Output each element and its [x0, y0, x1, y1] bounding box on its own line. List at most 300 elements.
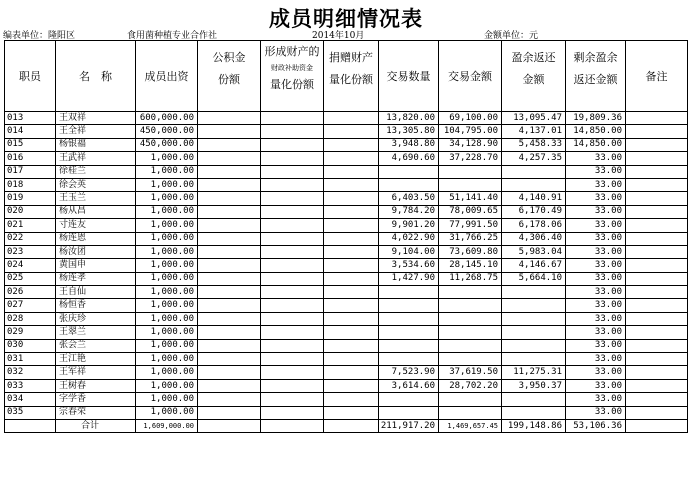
cell-trade-amount	[439, 165, 502, 178]
cell-remaining-surplus: 33.00	[566, 165, 626, 178]
cell-trade-amount: 34,128.90	[439, 138, 502, 151]
cell-member-id: 026	[5, 286, 56, 299]
total-empty-cell	[261, 419, 324, 432]
total-trade-amount: 1,469,657.45	[439, 419, 502, 432]
cell-name: 杨汝团	[56, 245, 136, 258]
cell-notes	[626, 178, 688, 191]
table-row	[5, 165, 688, 178]
table-row	[5, 379, 688, 392]
cell-remaining-surplus: 33.00	[566, 406, 626, 419]
cell-donated-property	[324, 299, 379, 312]
cell-surplus-return: 4,137.01	[502, 125, 566, 138]
cell-donated-property	[324, 339, 379, 352]
cell-remaining-surplus: 33.00	[566, 379, 626, 392]
cell-surplus-return: 5,664.10	[502, 272, 566, 285]
col-fiscal-subsidy	[261, 41, 324, 112]
table-row	[5, 312, 688, 325]
cell-donated-property	[324, 192, 379, 205]
table-row	[5, 339, 688, 352]
header-line: 返还金额	[573, 73, 618, 86]
cell-trade-quantity	[379, 178, 439, 191]
cell-trade-amount	[439, 178, 502, 191]
cell-accumulation-fund	[198, 178, 261, 191]
table-row	[5, 259, 688, 272]
cell-fiscal-subsidy	[261, 232, 324, 245]
cell-notes	[626, 286, 688, 299]
cell-trade-quantity: 3,534.60	[379, 259, 439, 272]
cell-contribution: 1,000.00	[136, 366, 198, 379]
col-surplus-return	[502, 41, 566, 112]
cell-trade-quantity: 13,820.00	[379, 112, 439, 125]
cell-remaining-surplus: 33.00	[566, 219, 626, 232]
reporting-unit: 编表单位：隆阳区	[3, 31, 76, 41]
cell-contribution: 450,000.00	[136, 138, 198, 151]
cell-donated-property	[324, 353, 379, 366]
organization-name: 食用菌种植专业合作社	[127, 31, 218, 41]
cell-accumulation-fund	[198, 125, 261, 138]
cell-trade-amount	[439, 406, 502, 419]
header-line: 份额	[218, 73, 240, 86]
cell-trade-amount	[439, 393, 502, 406]
cell-surplus-return: 11,275.31	[502, 366, 566, 379]
cell-donated-property	[324, 406, 379, 419]
cell-accumulation-fund	[198, 219, 261, 232]
cell-remaining-surplus: 33.00	[566, 245, 626, 258]
cell-remaining-surplus: 33.00	[566, 205, 626, 218]
table-row	[5, 192, 688, 205]
cell-fiscal-subsidy	[261, 393, 324, 406]
cell-name: 徐会英	[56, 178, 136, 191]
cell-contribution: 1,000.00	[136, 192, 198, 205]
cell-surplus-return: 4,306.40	[502, 232, 566, 245]
col-donated-property	[324, 41, 379, 112]
cell-trade-amount	[439, 286, 502, 299]
table-row	[5, 112, 688, 125]
cell-donated-property	[324, 379, 379, 392]
header-line: 财政补助资金	[271, 64, 313, 72]
cell-accumulation-fund	[198, 138, 261, 151]
cell-fiscal-subsidy	[261, 339, 324, 352]
cell-fiscal-subsidy	[261, 286, 324, 299]
table-row	[5, 366, 688, 379]
cell-trade-quantity	[379, 393, 439, 406]
cell-trade-amount: 73,609.80	[439, 245, 502, 258]
cell-fiscal-subsidy	[261, 366, 324, 379]
cell-member-id: 031	[5, 353, 56, 366]
cell-member-id: 021	[5, 219, 56, 232]
member-detail-table	[4, 40, 688, 433]
cell-donated-property	[324, 112, 379, 125]
cell-notes	[626, 406, 688, 419]
cell-accumulation-fund	[198, 299, 261, 312]
cell-donated-property	[324, 178, 379, 191]
cell-surplus-return	[502, 339, 566, 352]
col-contribution: 成员出资	[136, 41, 198, 112]
cell-trade-quantity: 7,523.90	[379, 366, 439, 379]
table-row	[5, 138, 688, 151]
cell-trade-quantity: 3,948.80	[379, 138, 439, 151]
col-remaining-surplus	[566, 41, 626, 112]
cell-surplus-return	[502, 299, 566, 312]
cell-donated-property	[324, 138, 379, 151]
table-row	[5, 286, 688, 299]
cell-member-id: 025	[5, 272, 56, 285]
cell-surplus-return	[502, 165, 566, 178]
cell-surplus-return: 6,178.06	[502, 219, 566, 232]
cell-donated-property	[324, 232, 379, 245]
cell-name: 王自仙	[56, 286, 136, 299]
cell-accumulation-fund	[198, 272, 261, 285]
cell-member-id: 017	[5, 165, 56, 178]
col-trade-quantity: 交易数量	[379, 41, 439, 112]
cell-surplus-return	[502, 353, 566, 366]
total-empty-cell	[324, 419, 379, 432]
cell-notes	[626, 259, 688, 272]
table-row	[5, 406, 688, 419]
cell-name: 寸连友	[56, 219, 136, 232]
cell-accumulation-fund	[198, 259, 261, 272]
cell-trade-amount: 77,991.50	[439, 219, 502, 232]
cell-surplus-return	[502, 286, 566, 299]
cell-member-id: 023	[5, 245, 56, 258]
cell-trade-quantity	[379, 299, 439, 312]
cell-member-id: 020	[5, 205, 56, 218]
cell-notes	[626, 152, 688, 165]
cell-accumulation-fund	[198, 286, 261, 299]
cell-trade-amount: 69,100.00	[439, 112, 502, 125]
cell-remaining-surplus: 33.00	[566, 312, 626, 325]
cell-donated-property	[324, 366, 379, 379]
cell-donated-property	[324, 312, 379, 325]
cell-name: 王翠兰	[56, 326, 136, 339]
cell-name: 杨银福	[56, 138, 136, 151]
cell-name: 字学香	[56, 393, 136, 406]
cell-trade-amount: 28,702.20	[439, 379, 502, 392]
cell-member-id: 034	[5, 393, 56, 406]
cell-fiscal-subsidy	[261, 406, 324, 419]
table-row	[5, 353, 688, 366]
col-accumulation-fund	[198, 41, 261, 112]
currency-unit: 金额单位：元	[484, 31, 539, 41]
header-line: 捐赠财产	[329, 51, 373, 64]
cell-notes	[626, 112, 688, 125]
cell-donated-property	[324, 286, 379, 299]
cell-donated-property	[324, 393, 379, 406]
cell-trade-amount	[439, 312, 502, 325]
cell-surplus-return: 5,983.04	[502, 245, 566, 258]
cell-member-id: 030	[5, 339, 56, 352]
col-name: 名 称	[56, 41, 136, 112]
cell-name: 张庆珍	[56, 312, 136, 325]
cell-trade-amount: 78,009.65	[439, 205, 502, 218]
col-member-id: 职员	[5, 41, 56, 112]
cell-notes	[626, 232, 688, 245]
cell-trade-quantity: 6,403.50	[379, 192, 439, 205]
cell-notes	[626, 192, 688, 205]
total-remaining-surplus: 53,106.36	[566, 419, 626, 432]
cell-trade-quantity: 3,614.60	[379, 379, 439, 392]
cell-member-id: 013	[5, 112, 56, 125]
cell-accumulation-fund	[198, 366, 261, 379]
cell-accumulation-fund	[198, 165, 261, 178]
cell-remaining-surplus: 33.00	[566, 393, 626, 406]
header-line: 量化份额	[329, 73, 373, 86]
cell-trade-quantity: 9,901.20	[379, 219, 439, 232]
cell-fiscal-subsidy	[261, 165, 324, 178]
cell-remaining-surplus: 33.00	[566, 286, 626, 299]
cell-trade-quantity	[379, 312, 439, 325]
cell-donated-property	[324, 125, 379, 138]
cell-notes	[626, 272, 688, 285]
cell-notes	[626, 366, 688, 379]
cell-surplus-return	[502, 326, 566, 339]
total-empty-cell	[5, 419, 56, 432]
cell-remaining-surplus: 33.00	[566, 339, 626, 352]
cell-trade-quantity: 13,305.80	[379, 125, 439, 138]
table-row	[5, 178, 688, 191]
cell-fiscal-subsidy	[261, 379, 324, 392]
cell-fiscal-subsidy	[261, 138, 324, 151]
total-surplus-return: 199,148.86	[502, 419, 566, 432]
cell-member-id: 024	[5, 259, 56, 272]
cell-accumulation-fund	[198, 406, 261, 419]
header-line: 剩余盈余	[573, 51, 618, 64]
total-trade-quantity: 211,917.20	[379, 419, 439, 432]
cell-contribution: 1,000.00	[136, 205, 198, 218]
cell-trade-quantity	[379, 353, 439, 366]
cell-accumulation-fund	[198, 326, 261, 339]
cell-member-id: 014	[5, 125, 56, 138]
cell-accumulation-fund	[198, 205, 261, 218]
cell-member-id: 019	[5, 192, 56, 205]
cell-trade-quantity	[379, 286, 439, 299]
table-row	[5, 326, 688, 339]
cell-remaining-surplus: 14,850.00	[566, 125, 626, 138]
cell-donated-property	[324, 219, 379, 232]
cell-surplus-return	[502, 178, 566, 191]
cell-trade-amount	[439, 353, 502, 366]
cell-remaining-surplus: 33.00	[566, 326, 626, 339]
cell-fiscal-subsidy	[261, 259, 324, 272]
cell-fiscal-subsidy	[261, 299, 324, 312]
cell-notes	[626, 379, 688, 392]
cell-member-id: 035	[5, 406, 56, 419]
cell-trade-quantity: 1,427.90	[379, 272, 439, 285]
cell-surplus-return: 4,146.67	[502, 259, 566, 272]
cell-accumulation-fund	[198, 232, 261, 245]
cell-surplus-return: 4,257.35	[502, 152, 566, 165]
cell-remaining-surplus: 33.00	[566, 178, 626, 191]
cell-member-id: 032	[5, 366, 56, 379]
header-line: 盈余返还	[511, 51, 556, 64]
cell-name: 杨连孝	[56, 272, 136, 285]
cell-notes	[626, 339, 688, 352]
cell-name: 王军祥	[56, 366, 136, 379]
table-row	[5, 299, 688, 312]
cell-surplus-return: 6,170.49	[502, 205, 566, 218]
cell-name: 王玉兰	[56, 192, 136, 205]
cell-member-id: 016	[5, 152, 56, 165]
cell-donated-property	[324, 152, 379, 165]
cell-contribution: 1,000.00	[136, 259, 198, 272]
cell-remaining-surplus: 33.00	[566, 353, 626, 366]
cell-trade-quantity	[379, 165, 439, 178]
cell-trade-amount	[439, 299, 502, 312]
header-row	[5, 41, 688, 112]
cell-name: 宗春荣	[56, 406, 136, 419]
col-notes: 备注	[626, 41, 688, 112]
cell-name: 王武祥	[56, 152, 136, 165]
cell-fiscal-subsidy	[261, 205, 324, 218]
table-row	[5, 272, 688, 285]
cell-trade-quantity: 9,104.00	[379, 245, 439, 258]
cell-notes	[626, 219, 688, 232]
table-row	[5, 205, 688, 218]
cell-contribution: 1,000.00	[136, 165, 198, 178]
cell-name: 张会兰	[56, 339, 136, 352]
cell-contribution: 1,000.00	[136, 393, 198, 406]
cell-member-id: 033	[5, 379, 56, 392]
cell-contribution: 450,000.00	[136, 125, 198, 138]
cell-fiscal-subsidy	[261, 112, 324, 125]
cell-notes	[626, 125, 688, 138]
cell-trade-quantity	[379, 339, 439, 352]
cell-trade-amount: 11,268.75	[439, 272, 502, 285]
cell-trade-amount: 51,141.40	[439, 192, 502, 205]
cell-fiscal-subsidy	[261, 326, 324, 339]
cell-notes	[626, 353, 688, 366]
cell-surplus-return: 13,095.47	[502, 112, 566, 125]
cell-contribution: 1,000.00	[136, 326, 198, 339]
cell-remaining-surplus: 33.00	[566, 259, 626, 272]
cell-remaining-surplus: 33.00	[566, 299, 626, 312]
header-line: 量化份额	[270, 78, 314, 91]
cell-remaining-surplus: 33.00	[566, 272, 626, 285]
cell-surplus-return: 4,140.91	[502, 192, 566, 205]
total-empty-cell	[626, 419, 688, 432]
cell-trade-amount	[439, 326, 502, 339]
cell-name: 杨连恩	[56, 232, 136, 245]
total-contribution: 1,609,000.00	[136, 419, 198, 432]
cell-donated-property	[324, 259, 379, 272]
header-line: 金额	[522, 73, 545, 86]
cell-name: 徐桂兰	[56, 165, 136, 178]
cell-trade-amount: 37,619.50	[439, 366, 502, 379]
cell-contribution: 600,000.00	[136, 112, 198, 125]
cell-notes	[626, 326, 688, 339]
cell-contribution: 1,000.00	[136, 286, 198, 299]
table-row	[5, 232, 688, 245]
cell-trade-amount	[439, 339, 502, 352]
cell-donated-property	[324, 272, 379, 285]
cell-notes	[626, 393, 688, 406]
cell-contribution: 1,000.00	[136, 219, 198, 232]
cell-fiscal-subsidy	[261, 192, 324, 205]
cell-name: 王双祥	[56, 112, 136, 125]
table-row	[5, 219, 688, 232]
cell-name: 王全祥	[56, 125, 136, 138]
cell-member-id: 027	[5, 299, 56, 312]
cell-trade-quantity: 9,784.20	[379, 205, 439, 218]
cell-contribution: 1,000.00	[136, 312, 198, 325]
cell-contribution: 1,000.00	[136, 353, 198, 366]
cell-remaining-surplus: 33.00	[566, 366, 626, 379]
table-row	[5, 125, 688, 138]
cell-contribution: 1,000.00	[136, 406, 198, 419]
cell-remaining-surplus: 33.00	[566, 152, 626, 165]
cell-fiscal-subsidy	[261, 272, 324, 285]
cell-fiscal-subsidy	[261, 125, 324, 138]
cell-trade-quantity	[379, 406, 439, 419]
cell-fiscal-subsidy	[261, 178, 324, 191]
header-line: 形成财产的	[264, 45, 320, 58]
cell-name: 王江艳	[56, 353, 136, 366]
cell-contribution: 1,000.00	[136, 379, 198, 392]
cell-accumulation-fund	[198, 339, 261, 352]
cell-remaining-surplus: 14,850.00	[566, 138, 626, 151]
table-row	[5, 393, 688, 406]
cell-surplus-return	[502, 312, 566, 325]
cell-accumulation-fund	[198, 245, 261, 258]
cell-member-id: 018	[5, 178, 56, 191]
total-label: 合计	[56, 419, 136, 432]
cell-notes	[626, 245, 688, 258]
cell-notes	[626, 312, 688, 325]
cell-contribution: 1,000.00	[136, 299, 198, 312]
cell-contribution: 1,000.00	[136, 152, 198, 165]
cell-donated-property	[324, 326, 379, 339]
cell-trade-amount: 31,766.25	[439, 232, 502, 245]
cell-surplus-return	[502, 393, 566, 406]
cell-member-id: 015	[5, 138, 56, 151]
cell-contribution: 1,000.00	[136, 232, 198, 245]
cell-notes	[626, 165, 688, 178]
cell-remaining-surplus: 33.00	[566, 192, 626, 205]
cell-fiscal-subsidy	[261, 312, 324, 325]
cell-accumulation-fund	[198, 312, 261, 325]
cell-contribution: 1,000.00	[136, 245, 198, 258]
cell-remaining-surplus: 33.00	[566, 232, 626, 245]
cell-name: 杨恒香	[56, 299, 136, 312]
cell-donated-property	[324, 245, 379, 258]
page-title: 成员明细情况表	[269, 7, 423, 31]
total-empty-cell	[198, 419, 261, 432]
cell-name: 杨从昌	[56, 205, 136, 218]
cell-member-id: 022	[5, 232, 56, 245]
cell-accumulation-fund	[198, 192, 261, 205]
cell-notes	[626, 299, 688, 312]
cell-donated-property	[324, 205, 379, 218]
cell-name: 黄国申	[56, 259, 136, 272]
cell-fiscal-subsidy	[261, 152, 324, 165]
cell-fiscal-subsidy	[261, 245, 324, 258]
cell-accumulation-fund	[198, 112, 261, 125]
cell-accumulation-fund	[198, 152, 261, 165]
total-row	[5, 419, 688, 432]
cell-trade-quantity: 4,022.90	[379, 232, 439, 245]
cell-surplus-return	[502, 406, 566, 419]
cell-contribution: 1,000.00	[136, 339, 198, 352]
cell-accumulation-fund	[198, 379, 261, 392]
cell-trade-quantity	[379, 326, 439, 339]
cell-trade-quantity: 4,690.60	[379, 152, 439, 165]
table-row	[5, 152, 688, 165]
report-period: 2014年10月	[312, 31, 365, 41]
cell-notes	[626, 138, 688, 151]
cell-contribution: 1,000.00	[136, 178, 198, 191]
cell-member-id: 028	[5, 312, 56, 325]
cell-name: 王树春	[56, 379, 136, 392]
